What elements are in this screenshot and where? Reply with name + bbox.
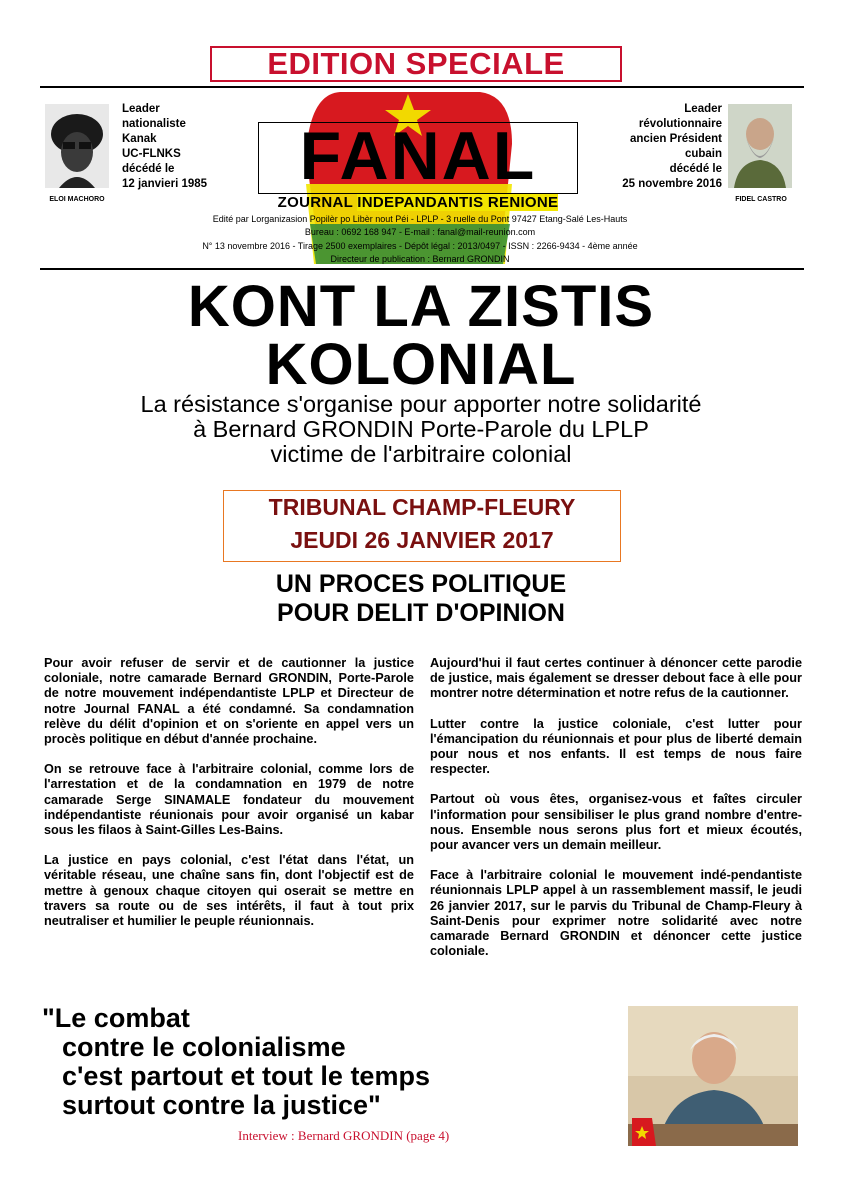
eloi-machoro-portrait	[45, 104, 109, 188]
paragraph: Partout où vous êtes, organisez-vous et faîtes circuler l'information pour sensibiliser le plus grand nombre d'entre-nous. Ensemble nous serons plus fort et mieux écoutés, pour avancer vers un demain meilleur.	[430, 792, 802, 853]
proces-headline: UN PROCES POLITIQUE POUR DELIT D'OPINION	[275, 570, 567, 627]
article-column-left	[44, 656, 414, 944]
subhead: La résistance s'organise pour apporter notre solidarité à Bernard GRONDIN Porte-Parole du LPLP victime de l'arbitraire colonial	[140, 391, 702, 467]
masthead-info-line: Directeur de publication : Bernard GRONDIN	[330, 254, 510, 264]
left-leader-text: Leader nationaliste Kanak UC-FLNKS décédé le 12 janvieri 1985	[122, 103, 208, 190]
pull-quote: "Le combat contre le colonialisme c'est partout et tout le temps surtout contre la justice"	[42, 1003, 430, 1120]
right-leader-text: Leader révolutionnaire ancien Président cubain décédé le 25 novembre 2016	[622, 103, 722, 190]
masthead-info-line: Edité par Lorganizasion Popilèr po Libèr nout Péi - LPLP - 3 ruelle du Pont 97427 Etang-Salé Les-Hauts	[212, 214, 628, 224]
headline: KONT LA ZISTIS KOLONIAL	[187, 274, 655, 397]
fidel-castro-portrait	[728, 104, 792, 188]
paragraph: Aujourd'hui il faut certes continuer à dénoncer cette parodie de justice, mais également se dresser debout face à elle pour montrer notre détermination et notre refus de la cautionner.	[430, 656, 802, 701]
paragraph: Lutter contre la justice coloniale, c'est lutter pour l'émancipation du réunionnais et pour plus de liberté demain pour nous et nos enfants. Il est temps de nous faire respecter.	[430, 716, 802, 777]
masthead-subtitle: ZOURNAL INDEPANDANTIS RENIONE	[277, 194, 559, 211]
left-portrait-caption: ELOI MACHORO	[49, 196, 105, 203]
edition-banner: EDITION SPECIALE	[210, 46, 622, 82]
paragraph: La justice en pays colonial, c'est l'état dans l'état, un véritable réseau, une chaîne sans fin, dont l'objectif est de mettre à genoux chaque citoyen qui oserait se mettre en travers sa route ou de ses intérêts, il faut à tout prix neutraliser et humilier le peuple réunionnais.	[44, 853, 414, 929]
article-column-right	[430, 656, 802, 974]
paragraph: Face à l'arbitraire colonial le mouvement indé-pendantiste réunionnais LPLP appel à un rassemblement massif, le jeudi 26 janvier 2017, sur le parvis du Tribunal de Champ-Fleury à Saint-Denis pour exprimer notre solidarité avec notre camarade Bernard GRONDIN et dénoncer cette justice coloniale.	[430, 868, 802, 959]
masthead-title: FANAL	[299, 118, 537, 194]
masthead-info-line: Bureau : 0692 168 947 - E-mail : fanal@mail-reunion.com	[304, 227, 536, 237]
interview-credit: Interview : Bernard GRONDIN (page 4)	[238, 1128, 450, 1143]
paragraph: Pour avoir refuser de servir et de cautionner la justice coloniale, notre camarade Bernard GRONDIN, Porte-Parole de notre mouvement indépendantiste LPLP et Directeur de notre Journal FANAL a été condamné. Sa condamnation relève du délit d'opinion et on s'oriente en appel vers un procès politique en début d'année prochaine.	[44, 656, 414, 747]
masthead-bottom-rule	[40, 268, 804, 270]
top-rule	[40, 86, 804, 88]
masthead-info-line: N° 13 novembre 2016 - Tirage 2500 exemplaires - Dépôt légal : 2013/0497 - ISSN : 2266-9434 - 4ème année	[202, 241, 638, 251]
right-portrait-caption: FIDEL CASTRO	[735, 196, 787, 203]
paragraph: On se retrouve face à l'arbitraire colonial, comme lors de l'arrestation et de la condamnation en 1979 de notre camarade Serge SINAMALE fondateur du mouvement indépendantiste réunionais pour avoir organisé un kabar sous les filaos à Saint-Gilles Les-Bains.	[44, 762, 414, 838]
bernard-grondin-photo	[628, 1006, 798, 1146]
tribunal-box: TRIBUNAL CHAMP-FLEURY JEUDI 26 JANVIER 2017	[223, 490, 621, 562]
